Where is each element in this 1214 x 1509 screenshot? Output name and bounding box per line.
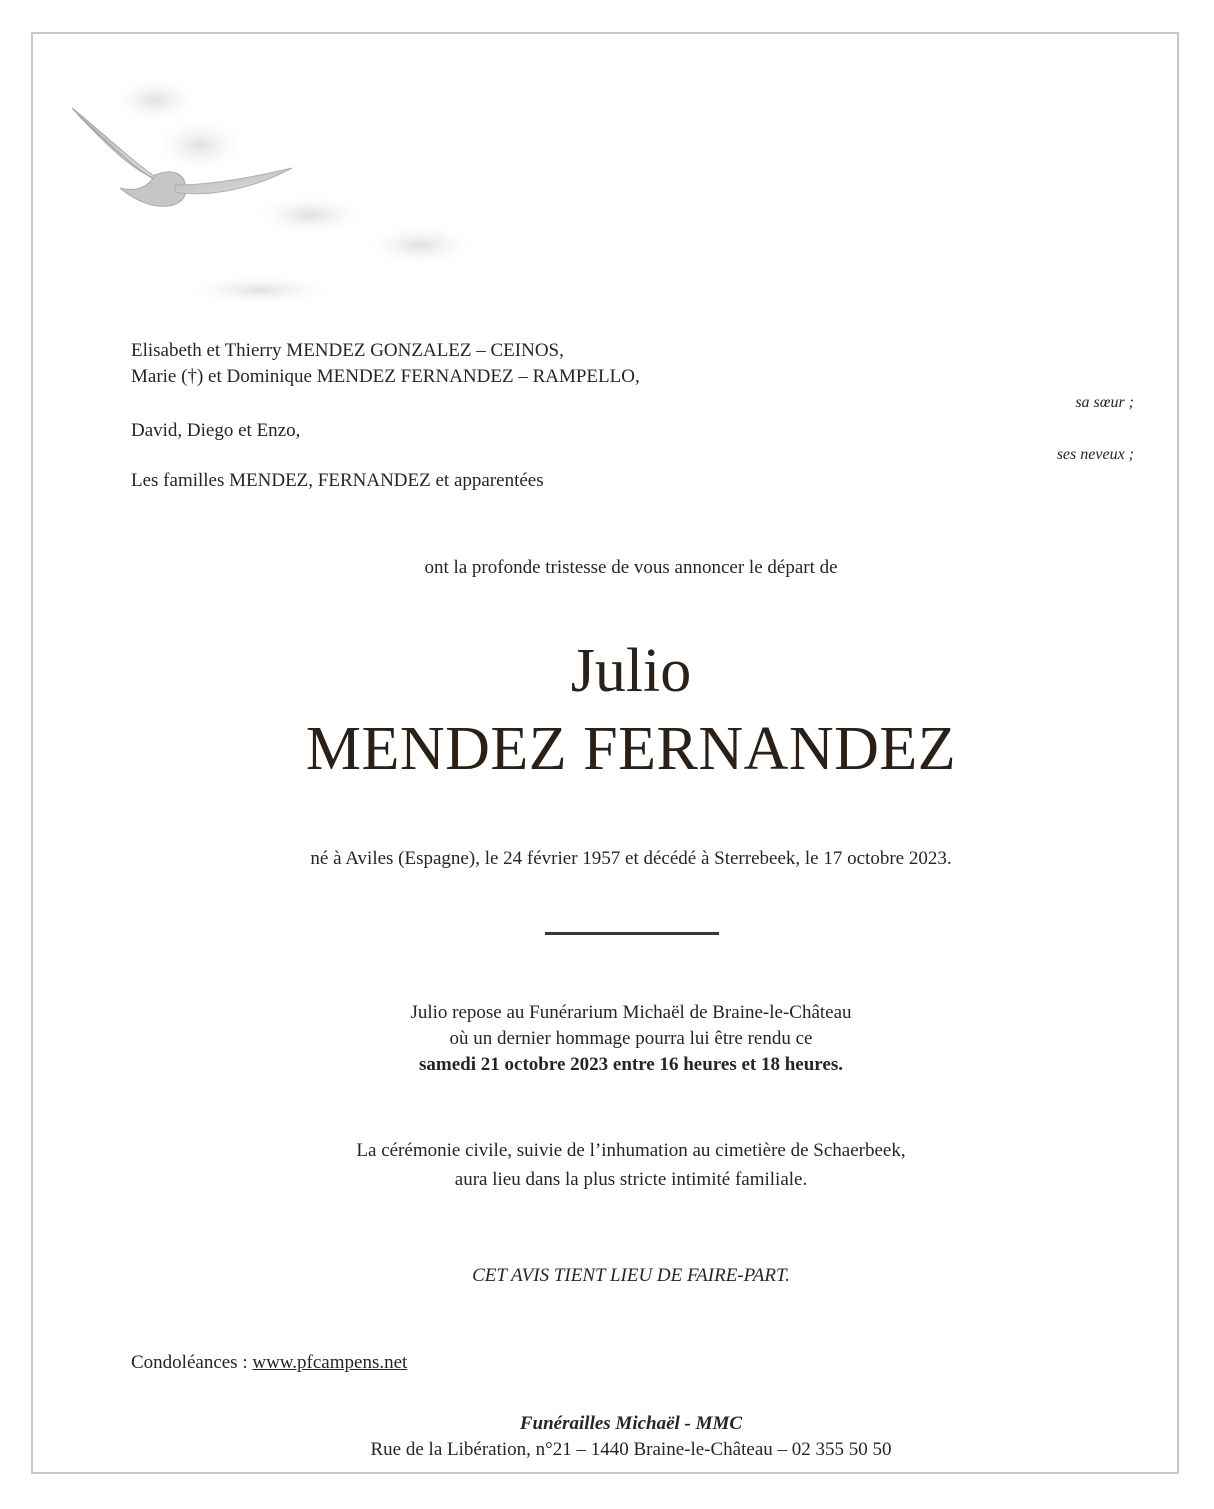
family-line-3: David, Diego et Enzo, bbox=[131, 420, 301, 441]
visitation-line-2: où un dernier hommage pourra lui être rendu ce bbox=[449, 1028, 813, 1049]
announcement: ont la profonde tristesse de vous annoncer le départ de bbox=[424, 557, 838, 578]
dove-icon bbox=[60, 60, 490, 310]
deceased-first-name: Julio bbox=[570, 637, 692, 705]
visitation-line-1: Julio repose au Funérarium Michaël de Braine-le-Château bbox=[410, 1002, 852, 1023]
condolences-label: Condoléances : bbox=[131, 1352, 253, 1373]
visitation-date: samedi 21 octobre 2023 entre 16 heures et 18 heures. bbox=[419, 1054, 843, 1075]
funeral-home-address: Rue de la Libération, n°21 – 1440 Braine-le-Château – 02 355 50 50 bbox=[370, 1439, 892, 1460]
divider bbox=[545, 932, 719, 935]
deceased-last-name: MENDEZ FERNANDEZ bbox=[305, 715, 957, 783]
deceased-dates: né à Aviles (Espagne), le 24 février 1957 et décédé à Sterrebeek, le 17 octobre 2023. bbox=[310, 848, 952, 869]
funeral-home-name: Funérailles Michaël - MMC bbox=[519, 1413, 743, 1434]
family-line-1: Elisabeth et Thierry MENDEZ GONZALEZ – CEINOS, bbox=[131, 340, 564, 361]
family-line-4: Les familles MENDEZ, FERNANDEZ et apparentées bbox=[131, 470, 544, 491]
faire-part-notice: CET AVIS TIENT LIEU DE FAIRE-PART. bbox=[472, 1265, 790, 1286]
ceremony-line-2: aura lieu dans la plus stricte intimité familiale. bbox=[454, 1169, 808, 1190]
condolences bbox=[131, 1350, 407, 1376]
family-note-nephews: ses neveux ; bbox=[1056, 446, 1134, 463]
family-line-2: Marie (†) et Dominique MENDEZ FERNANDEZ – RAMPELLO, bbox=[131, 366, 640, 387]
family-note-sister: sa sœur ; bbox=[1075, 394, 1134, 411]
ceremony-line-1: La cérémonie civile, suivie de l’inhumation au cimetière de Schaerbeek, bbox=[356, 1140, 906, 1161]
condolences-link[interactable]: www.pfcampens.net bbox=[252, 1352, 408, 1373]
